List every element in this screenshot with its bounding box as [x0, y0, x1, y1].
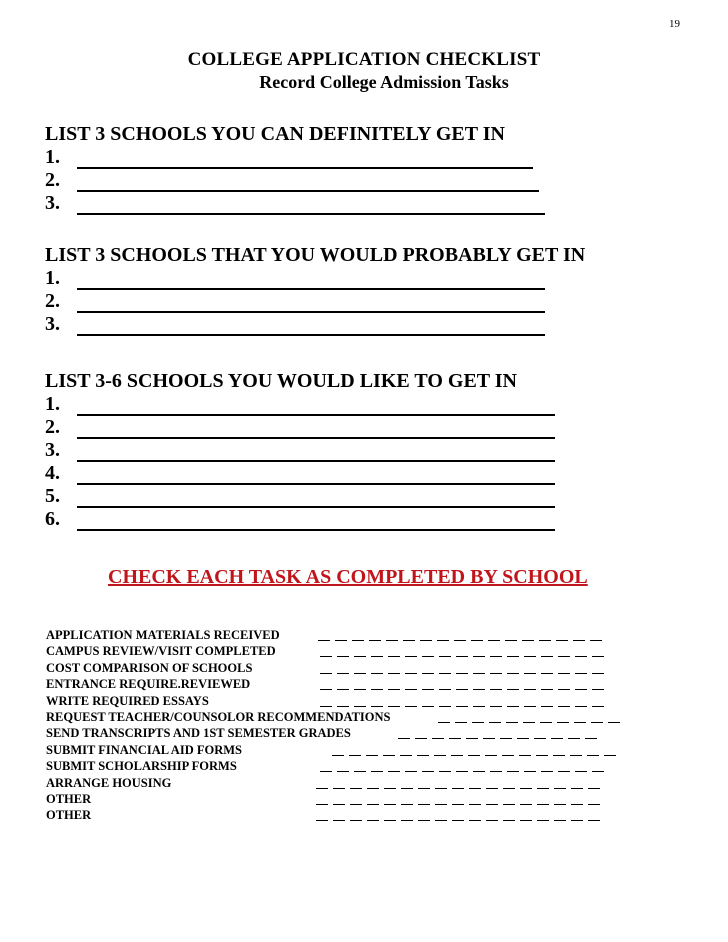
task-check-blank[interactable] — [422, 677, 434, 690]
task-label: COST COMPARISON OF SCHOOLS — [46, 660, 253, 675]
task-check-blank[interactable] — [354, 759, 366, 772]
task-checkboxes — [438, 710, 620, 723]
task-check-blank[interactable] — [503, 792, 515, 805]
section-heading: LIST 3 SCHOOLS THAT YOU WOULD PROBABLY GET IN — [45, 244, 586, 266]
task-check-blank[interactable] — [466, 726, 478, 739]
task-check-blank[interactable] — [456, 644, 468, 657]
task-check-blank[interactable] — [337, 759, 349, 772]
task-check-blank[interactable] — [520, 792, 532, 805]
task-check-blank[interactable] — [371, 661, 383, 674]
task-check-blank[interactable] — [537, 808, 549, 821]
task-check-blank[interactable] — [371, 677, 383, 690]
task-check-blank[interactable] — [473, 759, 485, 772]
task-row — [46, 661, 646, 677]
task-check-blank[interactable] — [422, 661, 434, 674]
task-check-blank[interactable] — [366, 743, 378, 756]
task-check-blank[interactable] — [320, 759, 332, 772]
blank-line[interactable] — [77, 443, 555, 462]
task-check-blank[interactable] — [456, 677, 468, 690]
task-label: SEND TRANSCRIPTS AND 1ST SEMESTER GRADES — [46, 726, 351, 741]
task-check-blank[interactable] — [435, 808, 447, 821]
line-number: 1. — [45, 393, 60, 415]
task-check-blank[interactable] — [556, 628, 568, 641]
task-check-blank[interactable] — [558, 644, 570, 657]
task-check-blank[interactable] — [439, 694, 451, 707]
section-would-like — [45, 370, 555, 531]
task-row — [46, 726, 646, 742]
task-check-blank[interactable] — [454, 628, 466, 641]
task-check-blank[interactable] — [320, 661, 332, 674]
task-label: SUBMIT SCHOLARSHIP FORMS — [46, 759, 237, 774]
task-check-blank[interactable] — [401, 808, 413, 821]
task-check-blank[interactable] — [350, 792, 362, 805]
task-check-blank[interactable] — [503, 776, 515, 789]
task-check-blank[interactable] — [333, 808, 345, 821]
task-check-blank[interactable] — [354, 661, 366, 674]
school-line[interactable] — [45, 439, 555, 462]
task-check-blank[interactable] — [352, 628, 364, 641]
blank-line[interactable] — [77, 150, 533, 169]
blank-line[interactable] — [77, 512, 555, 531]
task-check-blank[interactable] — [507, 677, 519, 690]
task-check-blank[interactable] — [489, 710, 501, 723]
task-check-blank[interactable] — [456, 694, 468, 707]
task-check-blank[interactable] — [541, 661, 553, 674]
task-check-blank[interactable] — [483, 726, 495, 739]
task-check-blank[interactable] — [371, 644, 383, 657]
task-check-blank[interactable] — [452, 792, 464, 805]
task-check-blank[interactable] — [588, 776, 600, 789]
task-check-blank[interactable] — [469, 776, 481, 789]
task-label: ARRANGE HOUSING — [46, 775, 172, 790]
task-check-blank[interactable] — [388, 759, 400, 772]
task-check-blank[interactable] — [469, 808, 481, 821]
task-check-blank[interactable] — [472, 710, 484, 723]
task-check-blank[interactable] — [590, 628, 602, 641]
task-check-blank[interactable] — [401, 792, 413, 805]
task-row — [46, 776, 646, 792]
task-check-blank[interactable] — [541, 677, 553, 690]
task-check-blank[interactable] — [384, 776, 396, 789]
school-line[interactable] — [45, 462, 555, 485]
task-check-blank[interactable] — [354, 677, 366, 690]
school-line[interactable] — [45, 169, 545, 192]
task-check-blank[interactable] — [403, 628, 415, 641]
task-check-blank[interactable] — [585, 726, 597, 739]
task-check-blank[interactable] — [388, 661, 400, 674]
task-check-blank[interactable] — [574, 710, 586, 723]
task-check-blank[interactable] — [523, 710, 535, 723]
task-check-blank[interactable] — [451, 743, 463, 756]
task-check-blank[interactable] — [503, 808, 515, 821]
task-check-blank[interactable] — [422, 694, 434, 707]
task-check-blank[interactable] — [388, 694, 400, 707]
line-number: 3. — [45, 192, 60, 214]
task-check-blank[interactable] — [534, 726, 546, 739]
line-number: 1. — [45, 267, 60, 289]
task-check-blank[interactable] — [367, 808, 379, 821]
task-check-blank[interactable] — [473, 661, 485, 674]
task-check-blank[interactable] — [505, 628, 517, 641]
task-check-blank[interactable] — [490, 644, 502, 657]
task-check-blank[interactable] — [468, 743, 480, 756]
school-line[interactable] — [45, 192, 545, 215]
line-number: 3. — [45, 313, 60, 335]
school-line[interactable] — [45, 290, 585, 313]
section-heading: LIST 3 SCHOOLS YOU CAN DEFINITELY GET IN — [45, 123, 505, 145]
task-check-blank[interactable] — [418, 776, 430, 789]
task-checkboxes — [316, 792, 600, 805]
section-heading: LIST 3-6 SCHOOLS YOU WOULD LIKE TO GET IN — [45, 370, 518, 392]
task-check-blank[interactable] — [337, 661, 349, 674]
task-check-blank[interactable] — [524, 759, 536, 772]
task-check-blank[interactable] — [439, 759, 451, 772]
task-check-blank[interactable] — [486, 776, 498, 789]
line-number: 2. — [45, 169, 60, 191]
task-check-blank[interactable] — [570, 743, 582, 756]
task-label: SUBMIT FINANCIAL AID FORMS — [46, 742, 242, 757]
task-check-blank[interactable] — [422, 759, 434, 772]
blank-line[interactable] — [77, 196, 545, 215]
task-check-blank[interactable] — [575, 677, 587, 690]
task-check-blank[interactable] — [337, 694, 349, 707]
task-check-blank[interactable] — [439, 644, 451, 657]
task-check-blank[interactable] — [318, 628, 330, 641]
line-number: 5. — [45, 485, 60, 507]
task-check-blank[interactable] — [367, 792, 379, 805]
task-checkboxes — [316, 776, 600, 789]
task-checkboxes — [316, 808, 600, 821]
task-check-blank[interactable] — [524, 694, 536, 707]
task-checklist — [46, 628, 646, 825]
task-check-blank[interactable] — [400, 743, 412, 756]
task-check-blank[interactable] — [540, 710, 552, 723]
task-check-blank[interactable] — [420, 628, 432, 641]
page-number: 19 — [669, 18, 680, 30]
school-line[interactable] — [45, 146, 545, 169]
task-check-blank[interactable] — [350, 776, 362, 789]
task-row — [46, 677, 646, 693]
task-check-blank[interactable] — [568, 726, 580, 739]
task-check-blank[interactable] — [551, 726, 563, 739]
task-checkboxes — [398, 726, 597, 739]
task-check-blank[interactable] — [418, 792, 430, 805]
task-check-blank[interactable] — [349, 743, 361, 756]
task-check-blank[interactable] — [455, 710, 467, 723]
task-check-blank[interactable] — [486, 808, 498, 821]
task-check-blank[interactable] — [405, 661, 417, 674]
task-check-blank[interactable] — [571, 776, 583, 789]
task-check-blank[interactable] — [485, 743, 497, 756]
task-check-blank[interactable] — [488, 628, 500, 641]
task-check-blank[interactable] — [558, 694, 570, 707]
task-check-blank[interactable] — [537, 792, 549, 805]
blank-line[interactable] — [77, 397, 555, 416]
task-label: WRITE REQUIRED ESSAYS — [46, 693, 209, 708]
task-check-blank[interactable] — [553, 743, 565, 756]
task-check-blank[interactable] — [383, 743, 395, 756]
task-check-blank[interactable] — [541, 644, 553, 657]
task-check-blank[interactable] — [490, 694, 502, 707]
section-probably — [45, 244, 585, 336]
task-label: OTHER — [46, 808, 92, 823]
task-check-blank[interactable] — [541, 759, 553, 772]
task-check-blank[interactable] — [502, 743, 514, 756]
task-check-blank[interactable] — [490, 759, 502, 772]
task-check-blank[interactable] — [592, 677, 604, 690]
task-check-blank[interactable] — [507, 661, 519, 674]
blank-line[interactable] — [77, 466, 555, 485]
task-check-blank[interactable] — [536, 743, 548, 756]
task-check-blank[interactable] — [571, 808, 583, 821]
task-check-blank[interactable] — [592, 759, 604, 772]
task-check-blank[interactable] — [369, 628, 381, 641]
school-line[interactable] — [45, 313, 585, 336]
school-line[interactable] — [45, 508, 555, 531]
task-checkboxes — [320, 677, 604, 690]
task-label: APPLICATION MATERIALS RECEIVED — [46, 628, 280, 642]
blank-line[interactable] — [77, 317, 545, 336]
task-check-blank[interactable] — [469, 792, 481, 805]
task-check-blank[interactable] — [575, 759, 587, 772]
task-check-blank[interactable] — [371, 694, 383, 707]
task-check-blank[interactable] — [520, 808, 532, 821]
line-number: 4. — [45, 462, 60, 484]
task-check-blank[interactable] — [519, 743, 531, 756]
task-label: CAMPUS REVIEW/VISIT COMPLETED — [46, 644, 276, 659]
task-row — [46, 808, 646, 824]
task-check-blank[interactable] — [316, 776, 328, 789]
task-check-blank[interactable] — [367, 776, 379, 789]
school-line[interactable] — [45, 393, 555, 416]
task-check-blank[interactable] — [524, 644, 536, 657]
task-check-blank[interactable] — [401, 776, 413, 789]
section-definitely — [45, 123, 545, 215]
task-check-blank[interactable] — [320, 644, 332, 657]
task-check-blank[interactable] — [405, 759, 417, 772]
task-check-blank[interactable] — [388, 677, 400, 690]
task-checkboxes — [332, 743, 616, 756]
task-check-blank[interactable] — [587, 743, 599, 756]
task-label: OTHER — [46, 791, 92, 806]
blank-line[interactable] — [77, 173, 539, 192]
task-check-blank[interactable] — [517, 726, 529, 739]
task-check-blank[interactable] — [524, 661, 536, 674]
task-check-blank[interactable] — [335, 628, 347, 641]
task-check-blank[interactable] — [337, 644, 349, 657]
task-check-blank[interactable] — [604, 743, 616, 756]
task-check-blank[interactable] — [558, 759, 570, 772]
task-check-blank[interactable] — [471, 628, 483, 641]
task-check-blank[interactable] — [507, 694, 519, 707]
task-check-blank[interactable] — [592, 644, 604, 657]
task-check-blank[interactable] — [384, 808, 396, 821]
line-number: 3. — [45, 439, 60, 461]
task-label: ENTRANCE REQUIRE.REVIEWED — [46, 677, 251, 692]
task-check-blank[interactable] — [588, 792, 600, 805]
task-check-blank[interactable] — [507, 644, 519, 657]
task-check-blank[interactable] — [405, 694, 417, 707]
task-check-blank[interactable] — [417, 743, 429, 756]
task-check-blank[interactable] — [432, 726, 444, 739]
task-check-blank[interactable] — [439, 677, 451, 690]
task-check-blank[interactable] — [592, 694, 604, 707]
task-row — [46, 759, 646, 775]
task-check-blank[interactable] — [354, 694, 366, 707]
task-checkboxes — [320, 644, 604, 657]
task-check-blank[interactable] — [506, 710, 518, 723]
task-row — [46, 792, 646, 808]
task-check-blank[interactable] — [434, 743, 446, 756]
blank-line[interactable] — [77, 271, 545, 290]
task-check-blank[interactable] — [557, 710, 569, 723]
task-check-blank[interactable] — [418, 808, 430, 821]
task-check-blank[interactable] — [398, 726, 410, 739]
task-check-blank[interactable] — [524, 677, 536, 690]
task-row — [46, 710, 646, 726]
task-checkboxes — [320, 661, 604, 674]
task-checkboxes — [320, 759, 604, 772]
task-check-blank[interactable] — [320, 694, 332, 707]
task-check-blank[interactable] — [507, 759, 519, 772]
task-check-blank[interactable] — [537, 776, 549, 789]
task-check-blank[interactable] — [490, 661, 502, 674]
task-check-blank[interactable] — [490, 677, 502, 690]
task-check-blank[interactable] — [456, 759, 468, 772]
task-check-blank[interactable] — [539, 628, 551, 641]
task-check-blank[interactable] — [541, 694, 553, 707]
task-check-blank[interactable] — [486, 792, 498, 805]
line-number: 1. — [45, 146, 60, 168]
task-check-blank[interactable] — [500, 726, 512, 739]
task-check-blank[interactable] — [384, 792, 396, 805]
task-check-blank[interactable] — [554, 808, 566, 821]
task-check-blank[interactable] — [388, 644, 400, 657]
task-check-blank[interactable] — [435, 792, 447, 805]
task-check-blank[interactable] — [333, 776, 345, 789]
school-line[interactable] — [45, 416, 555, 439]
task-check-blank[interactable] — [571, 792, 583, 805]
school-line[interactable] — [45, 485, 555, 508]
task-checkboxes — [320, 694, 604, 707]
blank-line[interactable] — [77, 294, 545, 313]
task-row — [46, 694, 646, 710]
task-row — [46, 644, 646, 660]
task-row — [46, 628, 646, 644]
task-check-blank[interactable] — [332, 743, 344, 756]
task-check-blank[interactable] — [350, 808, 362, 821]
task-check-blank[interactable] — [588, 808, 600, 821]
page-title: COLLEGE APPLICATION CHECKLIST — [187, 49, 541, 70]
task-check-blank[interactable] — [316, 792, 328, 805]
task-check-blank[interactable] — [575, 644, 587, 657]
task-check-blank[interactable] — [522, 628, 534, 641]
task-check-blank[interactable] — [554, 792, 566, 805]
task-check-blank[interactable] — [575, 661, 587, 674]
task-check-blank[interactable] — [333, 792, 345, 805]
task-check-blank[interactable] — [573, 628, 585, 641]
task-check-blank[interactable] — [405, 644, 417, 657]
task-check-blank[interactable] — [405, 677, 417, 690]
task-check-blank[interactable] — [591, 710, 603, 723]
task-row — [46, 743, 646, 759]
task-check-blank[interactable] — [608, 710, 620, 723]
line-number: 2. — [45, 290, 60, 312]
task-check-blank[interactable] — [575, 694, 587, 707]
task-check-blank[interactable] — [371, 759, 383, 772]
task-check-blank[interactable] — [473, 644, 485, 657]
task-check-blank[interactable] — [456, 661, 468, 674]
school-line[interactable] — [45, 267, 585, 290]
blank-line[interactable] — [77, 489, 555, 508]
task-check-blank[interactable] — [520, 776, 532, 789]
task-check-blank[interactable] — [316, 808, 328, 821]
task-check-blank[interactable] — [439, 661, 451, 674]
task-check-blank[interactable] — [415, 726, 427, 739]
task-check-blank[interactable] — [558, 661, 570, 674]
task-check-blank[interactable] — [438, 710, 450, 723]
task-check-blank[interactable] — [449, 726, 461, 739]
line-number: 2. — [45, 416, 60, 438]
task-check-blank[interactable] — [386, 628, 398, 641]
task-check-blank[interactable] — [422, 644, 434, 657]
task-check-blank[interactable] — [337, 677, 349, 690]
task-check-blank[interactable] — [554, 776, 566, 789]
task-check-blank[interactable] — [473, 677, 485, 690]
task-check-blank[interactable] — [558, 677, 570, 690]
task-check-blank[interactable] — [452, 776, 464, 789]
task-check-blank[interactable] — [437, 628, 449, 641]
page-subtitle: Record College Admission Tasks — [259, 72, 509, 92]
task-check-blank[interactable] — [452, 808, 464, 821]
task-check-blank[interactable] — [473, 694, 485, 707]
task-label: REQUEST TEACHER/COUNSOLOR RECOMMENDATIONS — [46, 709, 391, 724]
task-check-blank[interactable] — [592, 661, 604, 674]
blank-line[interactable] — [77, 420, 555, 439]
line-number: 6. — [45, 508, 60, 530]
task-checkboxes — [318, 628, 602, 641]
task-check-blank[interactable] — [435, 776, 447, 789]
task-check-blank[interactable] — [354, 644, 366, 657]
task-check-blank[interactable] — [320, 677, 332, 690]
instruction-heading: CHECK EACH TASK AS COMPLETED BY SCHOOL — [108, 566, 588, 588]
